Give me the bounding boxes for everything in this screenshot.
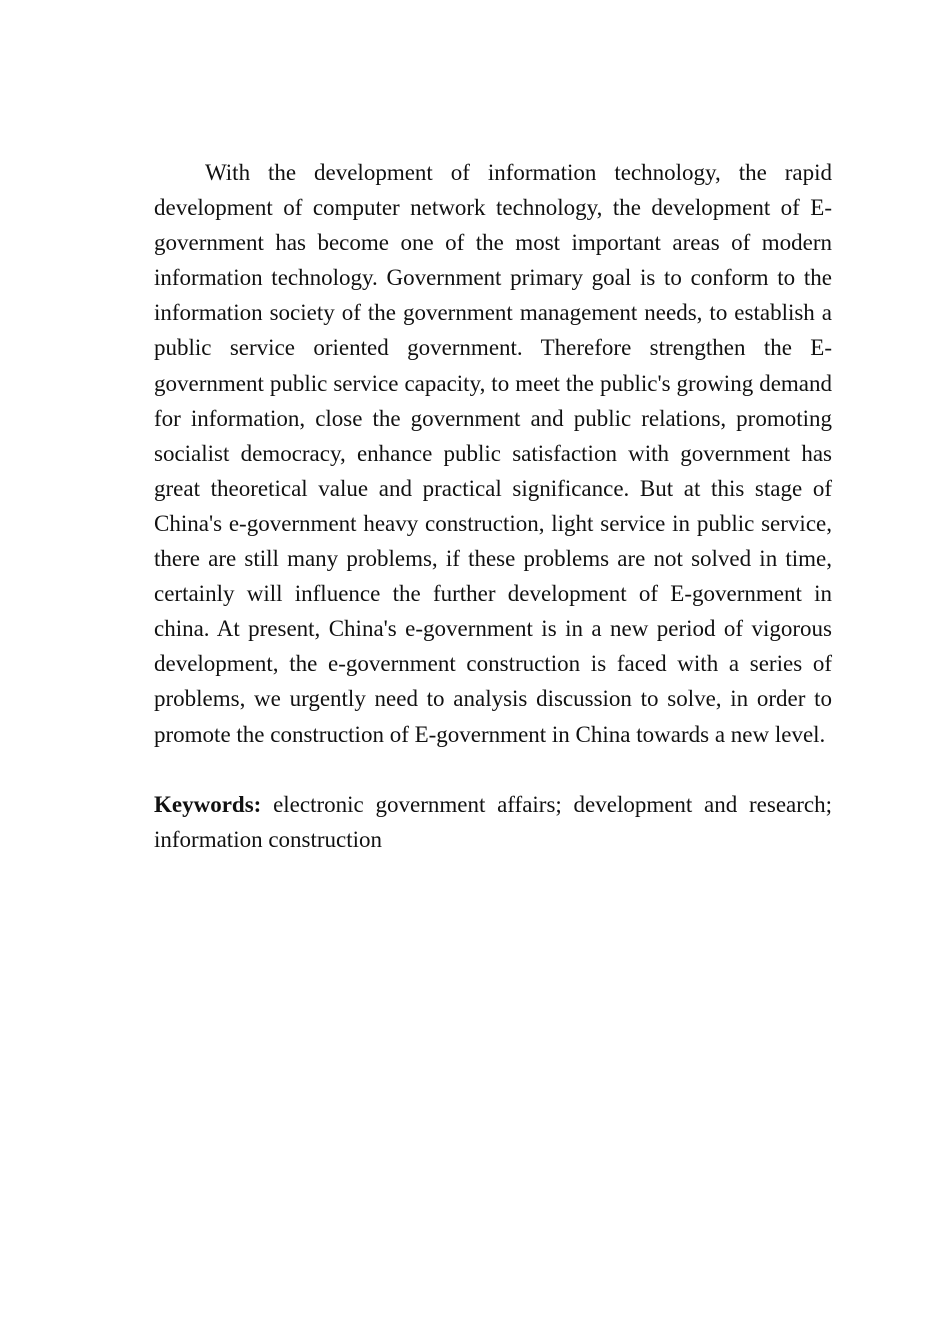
keywords-label: Keywords: [154, 791, 262, 817]
abstract-paragraph: With the development of information technology, the rapid development of computer network technology, the development of E-government has become one of the most important areas of modern information technology. Government primary goal is to conform to the information society of the government management needs, to establish a public service oriented government. Therefore strengthen the E-government public service capacity, to meet the public's growing demand for information, close the government and public relations, promoting socialist democracy, enhance public satisfaction with government has great theoretical value and practical significance. But at this stage of China's e-government heavy construction, light service in public service, there are still many problems, if these problems are not solved in time, certainly will influence the further development of E-government in china. At present, China's e-government is in a new period of vigorous development, the e-government construction is faced with a series of problems, we urgently need to analysis discussion to solve, in order to promote the construction of E-government in China towards a new level. [154, 160, 832, 747]
keywords-paragraph [154, 787, 832, 857]
keywords-text: electronic government affairs; development and research; information construction [154, 791, 833, 852]
abstract-section [154, 155, 832, 857]
